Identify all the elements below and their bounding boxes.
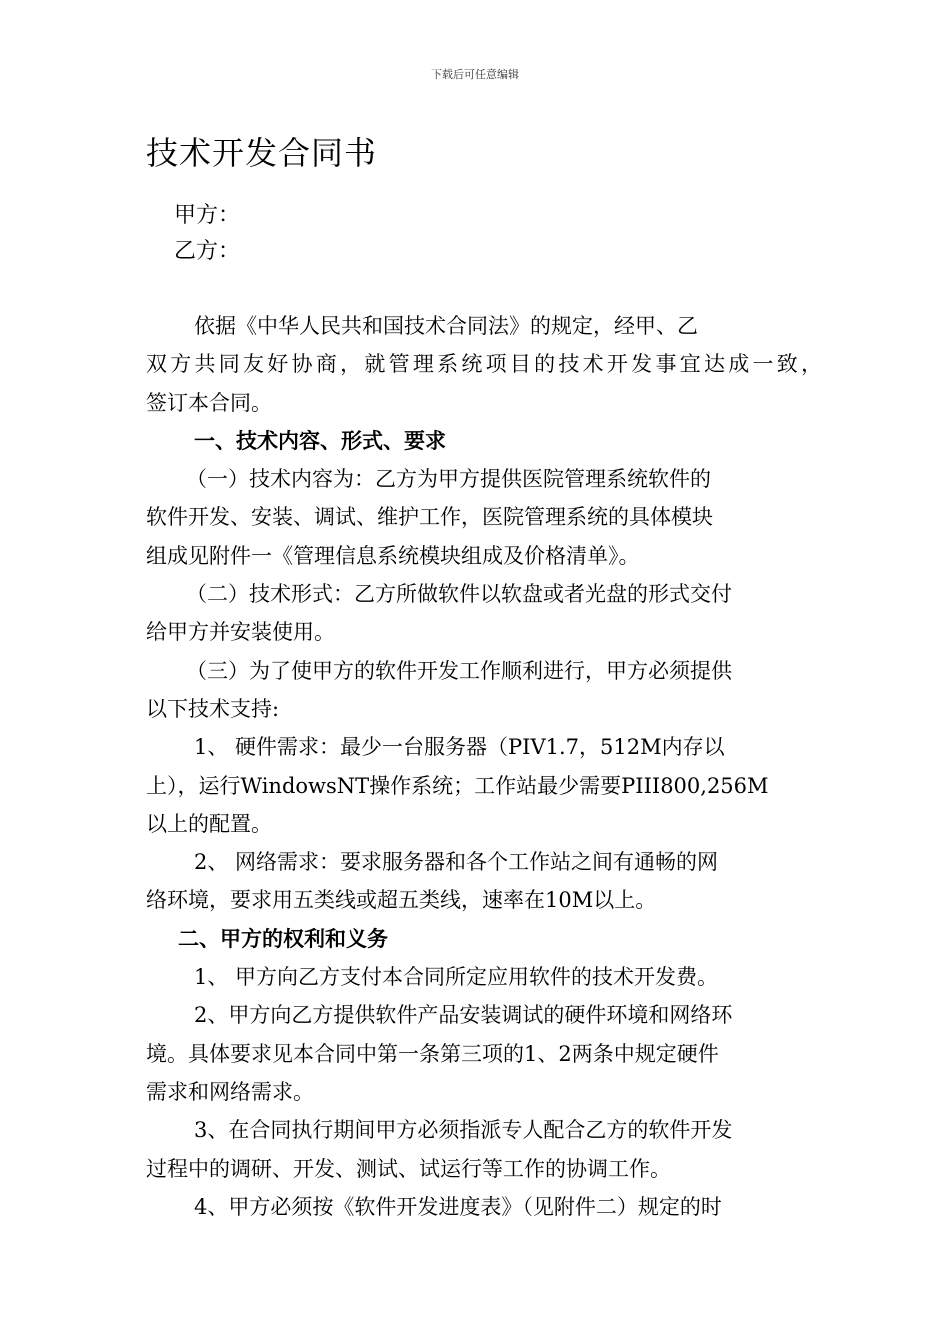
paragraph-line: 上），运行WindowsNT操作系统；工作站最少需要PIII800,256M [146,773,769,798]
paragraph-line: 2、 网络需求：要求服务器和各个工作站之间有通畅的网 [194,850,719,875]
paragraph-line: （一）技术内容为：乙方为甲方提供医院管理系统软件的 [186,467,711,492]
party-b-label: 乙方： [174,239,241,264]
paragraph-line: （三）为了使甲方的软件开发工作顺利进行，甲方必须提供 [186,658,732,683]
paragraph-line: 组成见附件一《管理信息系统模块组成及价格清单》。 [146,543,640,568]
paragraph-line: 2、甲方向乙方提供软件产品安装调试的硬件环境和网络环 [194,1003,733,1028]
paragraph-line: 络环境，要求用五类线或超五类线，速率在10M以上。 [146,888,657,913]
paragraph-line: 以下技术支持: [146,696,280,721]
paragraph-line: 以上的配置。 [146,811,272,836]
paragraph-line: 3、在合同执行期间甲方必须指派专人配合乙方的软件开发 [194,1118,733,1143]
paragraph-line: 1、 甲方向乙方支付本合同所定应用软件的技术开发费。 [194,965,719,990]
document-title: 技术开发合同书 [146,134,378,172]
paragraph-line: 给甲方并安装使用。 [146,620,335,645]
section-heading: 一、技术内容、形式、要求 [194,428,446,453]
paragraph-line: 需求和网络需求。 [146,1079,314,1104]
paragraph-line: 境。具体要求见本合同中第一条第三项的1、2两条中规定硬件 [146,1041,719,1066]
paragraph-line: 过程中的调研、开发、测试、试运行等工作的协调工作。 [146,1156,671,1181]
paragraph-line: 依据《中华人民共和国技术合同法》的规定，经甲、乙 [194,314,698,338]
header-note: 下载后可任意编辑 [431,68,519,81]
paragraph-line: 4、甲方必须按《软件开发进度表》（见附件二）规定的时 [194,1194,722,1219]
contract-body [146,307,822,1226]
party-a-label: 甲方： [174,203,241,228]
paragraph-line: （二）技术形式：乙方所做软件以软盘或者光盘的形式交付 [186,582,732,607]
paragraph-line: 1、 硬件需求：最少一台服务器（PIV1.7，512M内存以 [194,735,725,760]
paragraph-line: 签订本合同。 [146,390,272,415]
section-heading: 二、甲方的权利和义务 [178,926,388,951]
paragraph-line: 软件开发、安装、调试、维护工作，医院管理系统的具体模块 [146,505,713,530]
paragraph-line: 双方共同友好协商，就管理系统项目的技术开发事宜达成一致， [146,352,822,377]
